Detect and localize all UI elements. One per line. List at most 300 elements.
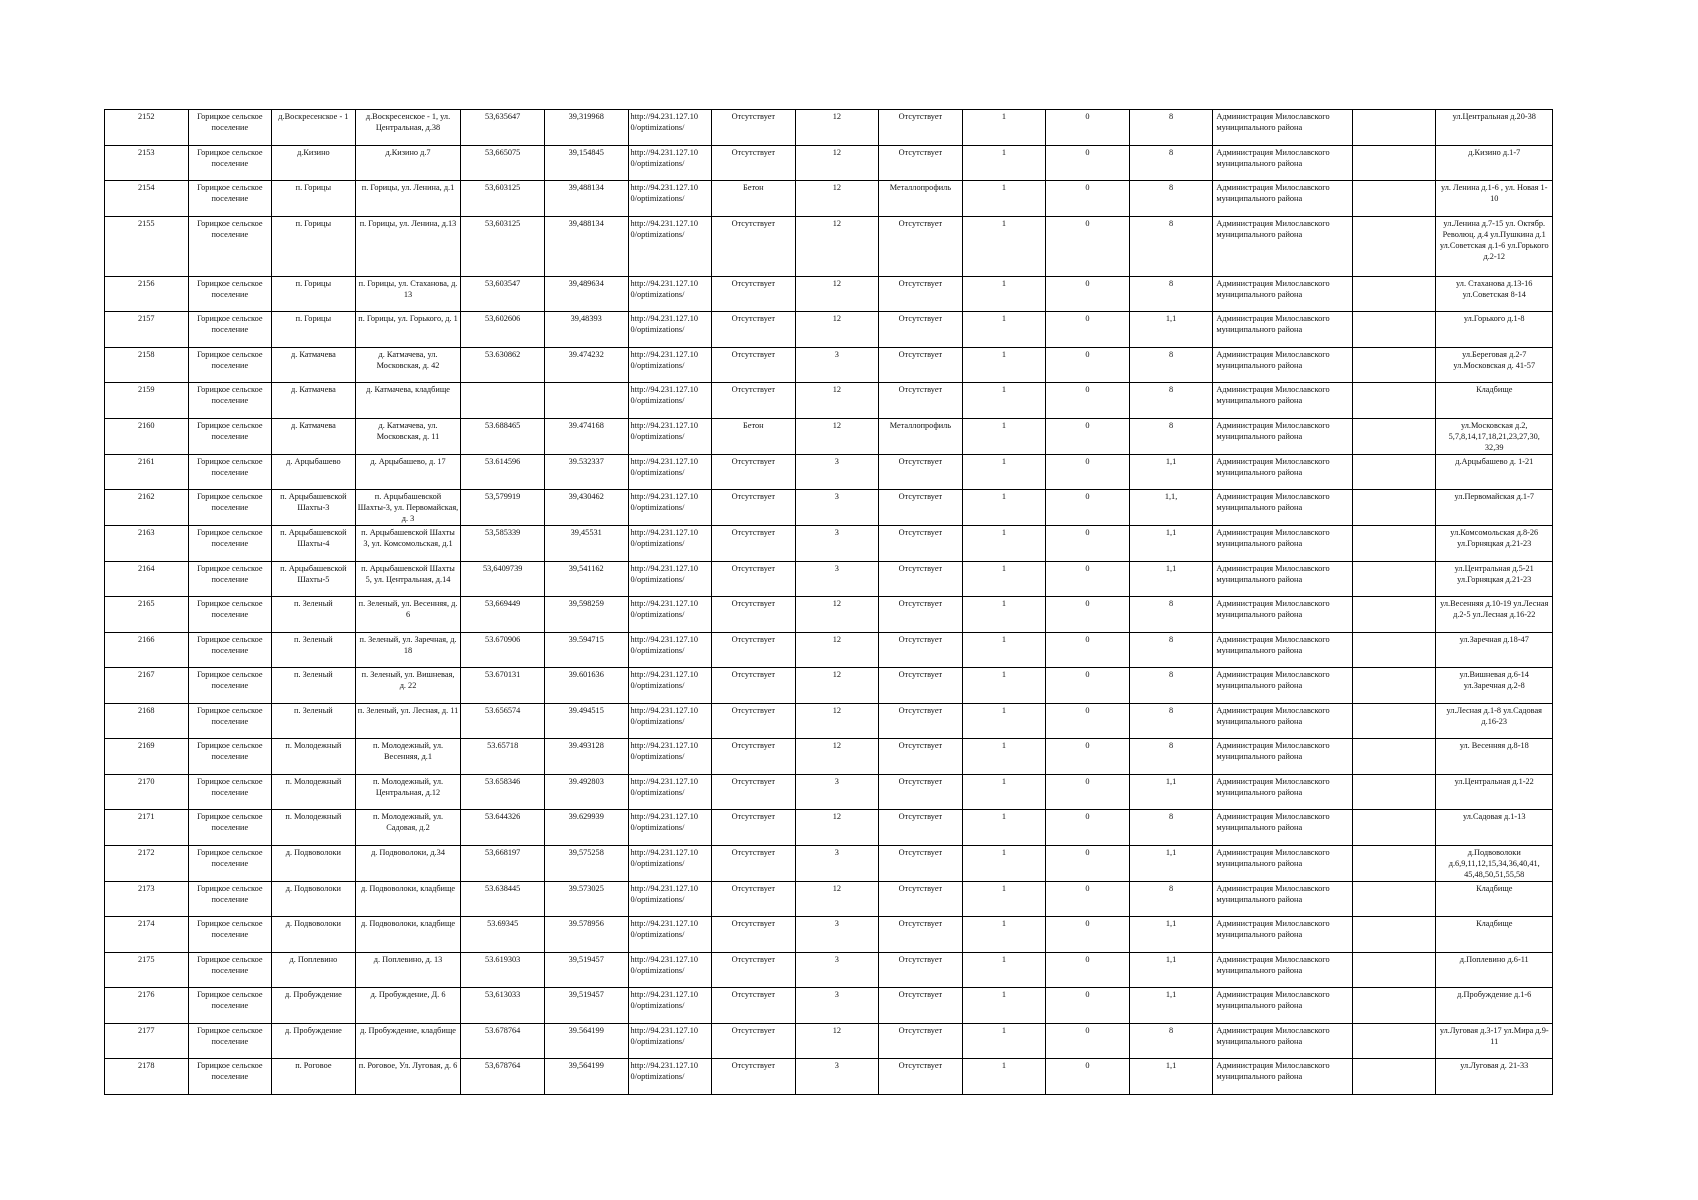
container-count-cell: 1 bbox=[962, 145, 1046, 181]
locality-cell: д.Кизино bbox=[272, 145, 356, 181]
table-row bbox=[105, 312, 1553, 348]
latitude-cell: 53,668197 bbox=[461, 845, 545, 881]
fence-cell: Отсутствует bbox=[879, 845, 963, 881]
settlement-cell: Горицкое сельское поселение bbox=[188, 1023, 272, 1059]
owner-cell: Администрация Милославского муниципального района bbox=[1213, 597, 1353, 633]
map-link-cell: http://94.231.127.10 0/optimizations/ bbox=[628, 845, 712, 881]
surface-cell: Отсутствует bbox=[712, 383, 796, 419]
row-number: 2158 bbox=[105, 347, 189, 383]
served-objects-cell: ул.Центральная д.20-38 bbox=[1436, 110, 1553, 146]
map-link-cell: http://94.231.127.10 0/optimizations/ bbox=[628, 181, 712, 217]
count-cell: 0 bbox=[1046, 110, 1130, 146]
served-objects-cell: ул.Садовая д.1-13 bbox=[1436, 810, 1553, 846]
longitude-cell: 39,519457 bbox=[544, 988, 628, 1024]
address-cell: п. Зеленый, ул. Лесная, д. 11 bbox=[355, 703, 461, 739]
longitude-cell: 39,541162 bbox=[544, 561, 628, 597]
fence-cell: Отсутствует bbox=[879, 110, 963, 146]
area-cell: 12 bbox=[795, 181, 879, 217]
latitude-cell: 53.656574 bbox=[461, 703, 545, 739]
served-objects-cell: ул. Стаханова д.13-16 ул.Советская 8-14 bbox=[1436, 276, 1553, 312]
empty-cell bbox=[1352, 110, 1436, 146]
locality-cell: д. Катмачева bbox=[272, 418, 356, 454]
owner-cell: Администрация Милославского муниципального района bbox=[1213, 774, 1353, 810]
table-row bbox=[105, 110, 1553, 146]
count-cell: 0 bbox=[1046, 845, 1130, 881]
owner-cell: Администрация Милославского муниципального района bbox=[1213, 1059, 1353, 1095]
table-row bbox=[105, 703, 1553, 739]
owner-cell: Администрация Милославского муниципального района bbox=[1213, 347, 1353, 383]
area-cell: 3 bbox=[795, 845, 879, 881]
empty-cell bbox=[1352, 1059, 1436, 1095]
surface-cell: Отсутствует bbox=[712, 668, 796, 704]
empty-cell bbox=[1352, 383, 1436, 419]
volume-cell: 8 bbox=[1129, 110, 1213, 146]
surface-cell: Отсутствует bbox=[712, 490, 796, 526]
settlement-cell: Горицкое сельское поселение bbox=[188, 597, 272, 633]
empty-cell bbox=[1352, 881, 1436, 917]
table-row bbox=[105, 276, 1553, 312]
longitude-cell: 39,564199 bbox=[544, 1059, 628, 1095]
map-link-cell: http://94.231.127.10 0/optimizations/ bbox=[628, 881, 712, 917]
count-cell: 0 bbox=[1046, 276, 1130, 312]
table-row bbox=[105, 561, 1553, 597]
surface-cell: Отсутствует bbox=[712, 597, 796, 633]
table-row bbox=[105, 952, 1553, 988]
volume-cell: 8 bbox=[1129, 703, 1213, 739]
served-objects-cell: ул. Весенняя д.8-18 bbox=[1436, 739, 1553, 775]
address-cell: д. Подвоволоки, д.34 bbox=[355, 845, 461, 881]
area-cell: 12 bbox=[795, 418, 879, 454]
address-cell: п. Зеленый, ул. Весенняя, д. 6 bbox=[355, 597, 461, 633]
surface-cell: Отсутствует bbox=[712, 632, 796, 668]
owner-cell: Администрация Милославского муниципального района bbox=[1213, 526, 1353, 562]
fence-cell: Отсутствует bbox=[879, 1023, 963, 1059]
served-objects-cell: д.Кизино д.1-7 bbox=[1436, 145, 1553, 181]
area-cell: 12 bbox=[795, 668, 879, 704]
row-number: 2174 bbox=[105, 917, 189, 953]
latitude-cell: 53,665075 bbox=[461, 145, 545, 181]
volume-cell: 8 bbox=[1129, 181, 1213, 217]
longitude-cell: 39,48393 bbox=[544, 312, 628, 348]
area-cell: 12 bbox=[795, 632, 879, 668]
surface-cell: Отсутствует bbox=[712, 845, 796, 881]
latitude-cell: 53,602606 bbox=[461, 312, 545, 348]
fence-cell: Отсутствует bbox=[879, 739, 963, 775]
area-cell: 3 bbox=[795, 561, 879, 597]
volume-cell: 8 bbox=[1129, 810, 1213, 846]
settlement-cell: Горицкое сельское поселение bbox=[188, 418, 272, 454]
volume-cell: 8 bbox=[1129, 597, 1213, 633]
settlement-cell: Горицкое сельское поселение bbox=[188, 632, 272, 668]
fence-cell: Отсутствует bbox=[879, 774, 963, 810]
table-row bbox=[105, 454, 1553, 490]
map-link-cell: http://94.231.127.10 0/optimizations/ bbox=[628, 110, 712, 146]
served-objects-cell: ул.Горького д.1-8 bbox=[1436, 312, 1553, 348]
latitude-cell: 53.644326 bbox=[461, 810, 545, 846]
settlement-cell: Горицкое сельское поселение bbox=[188, 526, 272, 562]
table-row bbox=[105, 881, 1553, 917]
settlement-cell: Горицкое сельское поселение bbox=[188, 276, 272, 312]
surface-cell: Отсутствует bbox=[712, 810, 796, 846]
area-cell: 3 bbox=[795, 988, 879, 1024]
empty-cell bbox=[1352, 526, 1436, 562]
empty-cell bbox=[1352, 703, 1436, 739]
latitude-cell: 53.638445 bbox=[461, 881, 545, 917]
locality-cell: п. Горицы bbox=[272, 312, 356, 348]
row-number: 2159 bbox=[105, 383, 189, 419]
address-cell: п. Горицы, ул. Ленина, д.13 bbox=[355, 216, 461, 276]
container-count-cell: 1 bbox=[962, 988, 1046, 1024]
address-cell: п. Молодежный, ул. Центральная, д.12 bbox=[355, 774, 461, 810]
latitude-cell: 53,6409739 bbox=[461, 561, 545, 597]
settlement-cell: Горицкое сельское поселение bbox=[188, 845, 272, 881]
longitude-cell: 39.532337 bbox=[544, 454, 628, 490]
count-cell: 0 bbox=[1046, 561, 1130, 597]
row-number: 2171 bbox=[105, 810, 189, 846]
map-link-cell: http://94.231.127.10 0/optimizations/ bbox=[628, 810, 712, 846]
latitude-cell: 53.619303 bbox=[461, 952, 545, 988]
count-cell: 0 bbox=[1046, 1023, 1130, 1059]
container-count-cell: 1 bbox=[962, 418, 1046, 454]
surface-cell: Отсутствует bbox=[712, 216, 796, 276]
locality-cell: д. Подвоволоки bbox=[272, 845, 356, 881]
count-cell: 0 bbox=[1046, 739, 1130, 775]
empty-cell bbox=[1352, 418, 1436, 454]
row-number: 2175 bbox=[105, 952, 189, 988]
latitude-cell: 53,669449 bbox=[461, 597, 545, 633]
container-count-cell: 1 bbox=[962, 1023, 1046, 1059]
area-cell: 12 bbox=[795, 881, 879, 917]
owner-cell: Администрация Милославского муниципального района bbox=[1213, 490, 1353, 526]
served-objects-cell: ул.Весенняя д.10-19 ул.Лесная д.2-5 ул.Лесная д.16-22 bbox=[1436, 597, 1553, 633]
count-cell: 0 bbox=[1046, 810, 1130, 846]
fence-cell: Отсутствует bbox=[879, 881, 963, 917]
locality-cell: д. Пробуждение bbox=[272, 1023, 356, 1059]
map-link-cell: http://94.231.127.10 0/optimizations/ bbox=[628, 988, 712, 1024]
row-number: 2178 bbox=[105, 1059, 189, 1095]
row-number: 2165 bbox=[105, 597, 189, 633]
address-cell: п. Зеленый, ул. Вишневая, д. 22 bbox=[355, 668, 461, 704]
address-cell: д.Воскресенское - 1, ул. Центральная, д.38 bbox=[355, 110, 461, 146]
fence-cell: Отсутствует bbox=[879, 561, 963, 597]
latitude-cell: 53.678764 bbox=[461, 1023, 545, 1059]
volume-cell: 1,1 bbox=[1129, 952, 1213, 988]
owner-cell: Администрация Милославского муниципального района bbox=[1213, 668, 1353, 704]
container-count-cell: 1 bbox=[962, 917, 1046, 953]
count-cell: 0 bbox=[1046, 490, 1130, 526]
table-row bbox=[105, 526, 1553, 562]
settlement-cell: Горицкое сельское поселение bbox=[188, 988, 272, 1024]
owner-cell: Администрация Милославского муниципального района bbox=[1213, 1023, 1353, 1059]
longitude-cell: 39,575258 bbox=[544, 845, 628, 881]
settlement-cell: Горицкое сельское поселение bbox=[188, 347, 272, 383]
area-cell: 3 bbox=[795, 347, 879, 383]
empty-cell bbox=[1352, 632, 1436, 668]
table-row bbox=[105, 145, 1553, 181]
volume-cell: 1,1 bbox=[1129, 988, 1213, 1024]
owner-cell: Администрация Милославского муниципального района bbox=[1213, 216, 1353, 276]
longitude-cell: 39,45531 bbox=[544, 526, 628, 562]
table-row bbox=[105, 988, 1553, 1024]
volume-cell: 8 bbox=[1129, 739, 1213, 775]
count-cell: 0 bbox=[1046, 1059, 1130, 1095]
served-objects-cell: Кладбище bbox=[1436, 881, 1553, 917]
surface-cell: Отсутствует bbox=[712, 988, 796, 1024]
fence-cell: Отсутствует bbox=[879, 276, 963, 312]
table-row bbox=[105, 632, 1553, 668]
map-link-cell: http://94.231.127.10 0/optimizations/ bbox=[628, 632, 712, 668]
row-number: 2156 bbox=[105, 276, 189, 312]
settlement-cell: Горицкое сельское поселение bbox=[188, 810, 272, 846]
empty-cell bbox=[1352, 181, 1436, 217]
registry-table bbox=[104, 109, 1553, 1095]
owner-cell: Администрация Милославского муниципального района bbox=[1213, 181, 1353, 217]
row-number: 2152 bbox=[105, 110, 189, 146]
locality-cell: п. Горицы bbox=[272, 181, 356, 217]
locality-cell: п. Горицы bbox=[272, 216, 356, 276]
map-link-cell: http://94.231.127.10 0/optimizations/ bbox=[628, 216, 712, 276]
volume-cell: 1,1 bbox=[1129, 454, 1213, 490]
count-cell: 0 bbox=[1046, 383, 1130, 419]
container-count-cell: 1 bbox=[962, 383, 1046, 419]
longitude-cell: 39.474232 bbox=[544, 347, 628, 383]
settlement-cell: Горицкое сельское поселение bbox=[188, 383, 272, 419]
area-cell: 12 bbox=[795, 383, 879, 419]
latitude-cell: 53,603125 bbox=[461, 216, 545, 276]
row-number: 2157 bbox=[105, 312, 189, 348]
count-cell: 0 bbox=[1046, 668, 1130, 704]
locality-cell: п. Арцыбашевской Шахты-5 bbox=[272, 561, 356, 597]
empty-cell bbox=[1352, 810, 1436, 846]
fence-cell: Отсутствует bbox=[879, 703, 963, 739]
served-objects-cell: ул.Комсомольская д.8-26 ул.Горняцкая д.21-23 bbox=[1436, 526, 1553, 562]
empty-cell bbox=[1352, 276, 1436, 312]
served-objects-cell: д.Поплевино д.6-11 bbox=[1436, 952, 1553, 988]
map-link-cell: http://94.231.127.10 0/optimizations/ bbox=[628, 526, 712, 562]
row-number: 2167 bbox=[105, 668, 189, 704]
row-number: 2177 bbox=[105, 1023, 189, 1059]
count-cell: 0 bbox=[1046, 418, 1130, 454]
map-link-cell: http://94.231.127.10 0/optimizations/ bbox=[628, 561, 712, 597]
empty-cell bbox=[1352, 917, 1436, 953]
served-objects-cell: ул.Луговая д. 21-33 bbox=[1436, 1059, 1553, 1095]
latitude-cell: 53,603125 bbox=[461, 181, 545, 217]
settlement-cell: Горицкое сельское поселение bbox=[188, 145, 272, 181]
served-objects-cell: ул.Вишневая д.6-14 ул.Заречная д.2-8 bbox=[1436, 668, 1553, 704]
served-objects-cell: д.Пробуждение д.1-6 bbox=[1436, 988, 1553, 1024]
latitude-cell: 53.69345 bbox=[461, 917, 545, 953]
fence-cell: Отсутствует bbox=[879, 988, 963, 1024]
served-objects-cell: ул.Заречная д.18-47 bbox=[1436, 632, 1553, 668]
longitude-cell: 39,519457 bbox=[544, 952, 628, 988]
surface-cell: Бетон bbox=[712, 181, 796, 217]
container-count-cell: 1 bbox=[962, 490, 1046, 526]
latitude-cell: 53.614596 bbox=[461, 454, 545, 490]
locality-cell: п. Роговое bbox=[272, 1059, 356, 1095]
served-objects-cell: д.Арцыбашево д. 1-21 bbox=[1436, 454, 1553, 490]
latitude-cell: 53.688465 bbox=[461, 418, 545, 454]
owner-cell: Администрация Милославского муниципального района bbox=[1213, 952, 1353, 988]
settlement-cell: Горицкое сельское поселение bbox=[188, 739, 272, 775]
address-cell: п. Молодежный, ул. Весенняя, д.1 bbox=[355, 739, 461, 775]
volume-cell: 1,1 bbox=[1129, 561, 1213, 597]
map-link-cell: http://94.231.127.10 0/optimizations/ bbox=[628, 145, 712, 181]
settlement-cell: Горицкое сельское поселение bbox=[188, 774, 272, 810]
surface-cell: Отсутствует bbox=[712, 145, 796, 181]
row-number: 2153 bbox=[105, 145, 189, 181]
address-cell: д.Кизино д.7 bbox=[355, 145, 461, 181]
locality-cell: п. Молодежный bbox=[272, 739, 356, 775]
address-cell: д. Катмачева, ул. Московская, д. 11 bbox=[355, 418, 461, 454]
container-count-cell: 1 bbox=[962, 561, 1046, 597]
container-count-cell: 1 bbox=[962, 216, 1046, 276]
row-number: 2168 bbox=[105, 703, 189, 739]
table-row bbox=[105, 845, 1553, 881]
latitude-cell: 53.670906 bbox=[461, 632, 545, 668]
settlement-cell: Горицкое сельское поселение bbox=[188, 110, 272, 146]
surface-cell: Отсутствует bbox=[712, 312, 796, 348]
address-cell: п. Роговое, Ул. Луговая, д. 6 bbox=[355, 1059, 461, 1095]
volume-cell: 1,1 bbox=[1129, 917, 1213, 953]
area-cell: 3 bbox=[795, 774, 879, 810]
owner-cell: Администрация Милославского муниципального района bbox=[1213, 881, 1353, 917]
volume-cell: 8 bbox=[1129, 145, 1213, 181]
volume-cell: 8 bbox=[1129, 668, 1213, 704]
empty-cell bbox=[1352, 216, 1436, 276]
table-row bbox=[105, 383, 1553, 419]
row-number: 2166 bbox=[105, 632, 189, 668]
area-cell: 12 bbox=[795, 597, 879, 633]
container-count-cell: 1 bbox=[962, 668, 1046, 704]
address-cell: п. Горицы, ул. Стаханова, д. 13 bbox=[355, 276, 461, 312]
surface-cell: Отсутствует bbox=[712, 739, 796, 775]
area-cell: 12 bbox=[795, 703, 879, 739]
surface-cell: Отсутствует bbox=[712, 881, 796, 917]
volume-cell: 1,1 bbox=[1129, 774, 1213, 810]
container-count-cell: 1 bbox=[962, 952, 1046, 988]
longitude-cell: 39.493128 bbox=[544, 739, 628, 775]
owner-cell: Администрация Милославского муниципального района bbox=[1213, 703, 1353, 739]
count-cell: 0 bbox=[1046, 526, 1130, 562]
locality-cell: п. Зеленый bbox=[272, 703, 356, 739]
volume-cell: 8 bbox=[1129, 1023, 1213, 1059]
fence-cell: Отсутствует bbox=[879, 1059, 963, 1095]
fence-cell: Отсутствует bbox=[879, 312, 963, 348]
owner-cell: Администрация Милославского муниципального района bbox=[1213, 276, 1353, 312]
address-cell: п. Горицы, ул. Ленина, д.1 bbox=[355, 181, 461, 217]
row-number: 2172 bbox=[105, 845, 189, 881]
longitude-cell: 39,489634 bbox=[544, 276, 628, 312]
volume-cell: 8 bbox=[1129, 383, 1213, 419]
address-cell: д. Поплевино, д. 13 bbox=[355, 952, 461, 988]
area-cell: 12 bbox=[795, 1023, 879, 1059]
settlement-cell: Горицкое сельское поселение bbox=[188, 454, 272, 490]
count-cell: 0 bbox=[1046, 988, 1130, 1024]
served-objects-cell: ул.Ленина д.7-15 ул. Октябр. Революц. д.4 ул.Пушкина д.1 ул.Советская д.1-6 ул.Горького д.2-12 bbox=[1436, 216, 1553, 276]
surface-cell: Бетон bbox=[712, 418, 796, 454]
fence-cell: Отсутствует bbox=[879, 952, 963, 988]
served-objects-cell: ул.Береговая д.2-7 ул.Московская д. 41-57 bbox=[1436, 347, 1553, 383]
area-cell: 12 bbox=[795, 810, 879, 846]
map-link-cell: http://94.231.127.10 0/optimizations/ bbox=[628, 1023, 712, 1059]
owner-cell: Администрация Милославского муниципального района bbox=[1213, 454, 1353, 490]
map-link-cell: http://94.231.127.10 0/optimizations/ bbox=[628, 668, 712, 704]
container-count-cell: 1 bbox=[962, 1059, 1046, 1095]
locality-cell: д.Воскресенское - 1 bbox=[272, 110, 356, 146]
fence-cell: Отсутствует bbox=[879, 597, 963, 633]
address-cell: п. Арцыбашевской Шахты 3, ул. Комсомольская, д.1 bbox=[355, 526, 461, 562]
area-cell: 12 bbox=[795, 216, 879, 276]
served-objects-cell: ул.Луговая д.3-17 ул.Мира д.9-11 bbox=[1436, 1023, 1553, 1059]
longitude-cell bbox=[544, 383, 628, 419]
area-cell: 3 bbox=[795, 526, 879, 562]
row-number: 2161 bbox=[105, 454, 189, 490]
locality-cell: п. Зеленый bbox=[272, 632, 356, 668]
volume-cell: 1,1, bbox=[1129, 490, 1213, 526]
table-row bbox=[105, 810, 1553, 846]
area-cell: 3 bbox=[795, 917, 879, 953]
latitude-cell: 53,579919 bbox=[461, 490, 545, 526]
map-link-cell: http://94.231.127.10 0/optimizations/ bbox=[628, 703, 712, 739]
table-row bbox=[105, 1023, 1553, 1059]
container-count-cell: 1 bbox=[962, 526, 1046, 562]
empty-cell bbox=[1352, 145, 1436, 181]
table-row bbox=[105, 418, 1553, 454]
owner-cell: Администрация Милославского муниципального района bbox=[1213, 110, 1353, 146]
address-cell: д. Арцыбашево, д. 17 bbox=[355, 454, 461, 490]
longitude-cell: 39.474168 bbox=[544, 418, 628, 454]
fence-cell: Металлопрофиль bbox=[879, 418, 963, 454]
table-body bbox=[105, 110, 1553, 1095]
empty-cell bbox=[1352, 597, 1436, 633]
row-number: 2154 bbox=[105, 181, 189, 217]
locality-cell: п. Горицы bbox=[272, 276, 356, 312]
row-number: 2170 bbox=[105, 774, 189, 810]
served-objects-cell: Кладбище bbox=[1436, 917, 1553, 953]
surface-cell: Отсутствует bbox=[712, 1059, 796, 1095]
owner-cell: Администрация Милославского муниципального района bbox=[1213, 632, 1353, 668]
map-link-cell: http://94.231.127.10 0/optimizations/ bbox=[628, 418, 712, 454]
served-objects-cell: ул.Центральная д.1-22 bbox=[1436, 774, 1553, 810]
latitude-cell: 53.65718 bbox=[461, 739, 545, 775]
row-number: 2173 bbox=[105, 881, 189, 917]
container-count-cell: 1 bbox=[962, 312, 1046, 348]
count-cell: 0 bbox=[1046, 312, 1130, 348]
address-cell: д. Подвоволоки, кладбище bbox=[355, 881, 461, 917]
settlement-cell: Горицкое сельское поселение bbox=[188, 917, 272, 953]
longitude-cell: 39.601636 bbox=[544, 668, 628, 704]
locality-cell: п. Молодежный bbox=[272, 774, 356, 810]
owner-cell: Администрация Милославского муниципального района bbox=[1213, 917, 1353, 953]
served-objects-cell: ул. Ленина д.1-6 , ул. Новая 1-10 bbox=[1436, 181, 1553, 217]
empty-cell bbox=[1352, 347, 1436, 383]
table-row bbox=[105, 774, 1553, 810]
locality-cell: п. Молодежный bbox=[272, 810, 356, 846]
longitude-cell: 39,488134 bbox=[544, 181, 628, 217]
container-count-cell: 1 bbox=[962, 739, 1046, 775]
served-objects-cell: ул.Московская д.2, 5,7,8,14,17,18,21,23,27,30, 32,39 bbox=[1436, 418, 1553, 454]
locality-cell: п. Зеленый bbox=[272, 668, 356, 704]
fence-cell: Отсутствует bbox=[879, 810, 963, 846]
surface-cell: Отсутствует bbox=[712, 454, 796, 490]
fence-cell: Отсутствует bbox=[879, 347, 963, 383]
area-cell: 12 bbox=[795, 312, 879, 348]
container-count-cell: 1 bbox=[962, 181, 1046, 217]
locality-cell: п. Зеленый bbox=[272, 597, 356, 633]
served-objects-cell: ул.Лесная д.1-8 ул.Садовая д.16-23 bbox=[1436, 703, 1553, 739]
table-row bbox=[105, 668, 1553, 704]
map-link-cell: http://94.231.127.10 0/optimizations/ bbox=[628, 383, 712, 419]
